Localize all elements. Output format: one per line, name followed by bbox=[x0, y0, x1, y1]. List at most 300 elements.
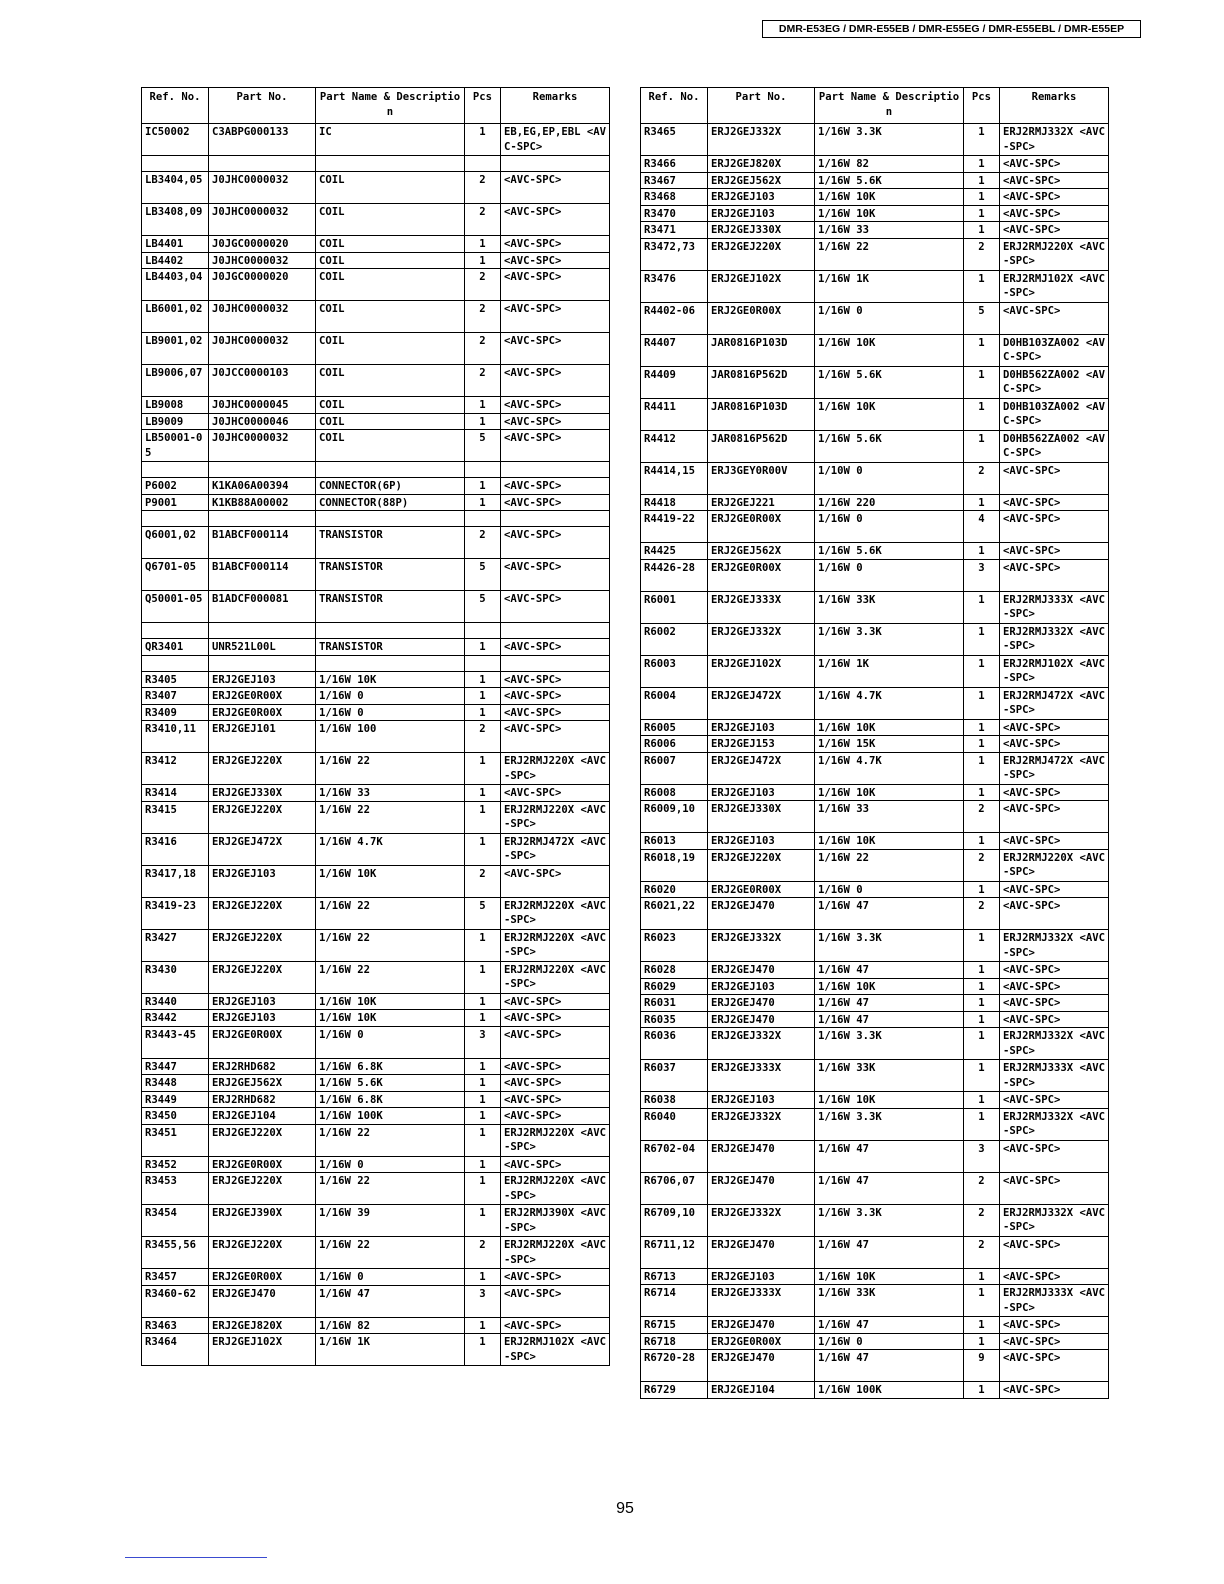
cell-ref: R6709,10 bbox=[641, 1204, 708, 1236]
cell-part-no: ERJ2GEJ220X bbox=[708, 849, 815, 881]
cell-remarks: <AVC-SPC> bbox=[1000, 719, 1109, 736]
cell-name: 1/16W 22 bbox=[316, 801, 465, 833]
cell-remarks: <AVC-SPC> bbox=[501, 252, 610, 269]
cell-remarks: <AVC-SPC> bbox=[501, 671, 610, 688]
cell-ref: R4425 bbox=[641, 543, 708, 560]
cell-part-no: ERJ2GE0R00X bbox=[708, 1333, 815, 1350]
cell-pcs: 1 bbox=[465, 1334, 501, 1366]
cell-part-no: ERJ2GEJ820X bbox=[708, 156, 815, 173]
cell-part-no bbox=[209, 511, 316, 527]
cell-remarks: <AVC-SPC> bbox=[501, 478, 610, 495]
cell-ref: R3447 bbox=[142, 1058, 209, 1075]
cell-part-no: ERJ2GE0R00X bbox=[708, 881, 815, 898]
cell-pcs: 2 bbox=[465, 365, 501, 397]
table-row bbox=[641, 995, 1109, 1012]
cell-pcs: 2 bbox=[964, 898, 1000, 930]
cell-ref: R3407 bbox=[142, 688, 209, 705]
cell-remarks: <AVC-SPC> bbox=[1000, 801, 1109, 833]
cell-pcs: 1 bbox=[465, 1173, 501, 1205]
cell-remarks: ERJ2RMJ332X <AVC-SPC> bbox=[1000, 1204, 1109, 1236]
table-row bbox=[142, 961, 610, 993]
cell-name: IC bbox=[316, 124, 465, 156]
table-row bbox=[641, 655, 1109, 687]
cell-pcs: 1 bbox=[964, 962, 1000, 979]
table-row bbox=[142, 559, 610, 591]
cell-ref: R6007 bbox=[641, 752, 708, 784]
cell-remarks: ERJ2RMJ220X <AVC-SPC> bbox=[501, 897, 610, 929]
cell-pcs bbox=[465, 156, 501, 172]
table-row bbox=[641, 881, 1109, 898]
cell-remarks: <AVC-SPC> bbox=[501, 639, 610, 656]
cell-remarks: ERJ2RMJ332X <AVC-SPC> bbox=[1000, 1028, 1109, 1060]
cell-ref: LB6001,02 bbox=[142, 301, 209, 333]
cell-part-no: ERJ2GEJ562X bbox=[209, 1075, 316, 1092]
cell-pcs: 1 bbox=[465, 494, 501, 511]
cell-name: 1/16W 6.8K bbox=[316, 1091, 465, 1108]
cell-pcs: 2 bbox=[964, 801, 1000, 833]
cell-remarks: <AVC-SPC> bbox=[1000, 784, 1109, 801]
cell-pcs: 1 bbox=[465, 704, 501, 721]
cell-pcs: 1 bbox=[964, 1028, 1000, 1060]
table-row bbox=[641, 222, 1109, 239]
cell-ref: R4418 bbox=[641, 494, 708, 511]
table-row bbox=[142, 156, 610, 172]
cell-pcs: 1 bbox=[465, 801, 501, 833]
cell-part-no: ERJ2GEJ332X bbox=[708, 623, 815, 655]
cell-pcs bbox=[465, 655, 501, 671]
cell-ref: R3464 bbox=[142, 1334, 209, 1366]
cell-remarks: ERJ2RMJ332X <AVC-SPC> bbox=[1000, 1108, 1109, 1140]
cell-name bbox=[316, 156, 465, 172]
cell-remarks: <AVC-SPC> bbox=[1000, 995, 1109, 1012]
cell-name: 1/16W 22 bbox=[815, 238, 964, 270]
cell-part-no: ERJ2GEJ153 bbox=[708, 736, 815, 753]
cell-name bbox=[316, 511, 465, 527]
table-row bbox=[641, 172, 1109, 189]
cell-pcs: 1 bbox=[465, 413, 501, 430]
cell-ref: R3455,56 bbox=[142, 1237, 209, 1269]
cell-name: 1/16W 4.7K bbox=[815, 687, 964, 719]
cell-part-no: UNR521L00L bbox=[209, 639, 316, 656]
cell-remarks: ERJ2RMJ333X <AVC-SPC> bbox=[1000, 1060, 1109, 1092]
table-row bbox=[142, 1108, 610, 1125]
cell-part-no: ERJ2GEJ470 bbox=[708, 898, 815, 930]
cell-pcs: 1 bbox=[964, 205, 1000, 222]
cell-name: 1/16W 10K bbox=[815, 205, 964, 222]
cell-name: 1/16W 3.3K bbox=[815, 124, 964, 156]
cell-remarks: <AVC-SPC> bbox=[1000, 172, 1109, 189]
cell-ref: R6020 bbox=[641, 881, 708, 898]
cell-pcs: 1 bbox=[964, 1060, 1000, 1092]
cell-part-no: ERJ2RHD682 bbox=[209, 1058, 316, 1075]
cell-pcs: 1 bbox=[964, 784, 1000, 801]
cell-ref: R3417,18 bbox=[142, 865, 209, 897]
cell-pcs: 1 bbox=[964, 1092, 1000, 1109]
cell-ref: LB9006,07 bbox=[142, 365, 209, 397]
table-row bbox=[641, 849, 1109, 881]
cell-name: 1/16W 10K bbox=[316, 671, 465, 688]
cell-ref: R3471 bbox=[641, 222, 708, 239]
cell-name: 1/16W 82 bbox=[815, 156, 964, 173]
cell-part-no: ERJ2GEJ562X bbox=[708, 172, 815, 189]
cell-part-no: ERJ2GEJ103 bbox=[708, 719, 815, 736]
cell-remarks: <AVC-SPC> bbox=[1000, 898, 1109, 930]
cell-pcs: 1 bbox=[964, 1108, 1000, 1140]
cell-part-no: ERJ2GEJ220X bbox=[708, 238, 815, 270]
cell-ref: R3466 bbox=[641, 156, 708, 173]
cell-ref: R6715 bbox=[641, 1317, 708, 1334]
cell-name: 1/16W 22 bbox=[316, 897, 465, 929]
cell-name: 1/16W 5.6K bbox=[815, 430, 964, 462]
page-number: 95 bbox=[616, 1500, 634, 1517]
col-header-pcs: Pcs bbox=[964, 88, 1000, 124]
cell-remarks: ERJ2RMJ220X <AVC-SPC> bbox=[501, 1124, 610, 1156]
cell-ref: R3442 bbox=[142, 1010, 209, 1027]
cell-part-no: ERJ2GEJ332X bbox=[708, 124, 815, 156]
cell-part-no: ERJ3GEY0R00V bbox=[708, 462, 815, 494]
cell-name: 1/16W 1K bbox=[815, 270, 964, 302]
cell-pcs: 1 bbox=[964, 1317, 1000, 1334]
cell-pcs: 1 bbox=[964, 398, 1000, 430]
cell-ref: R6004 bbox=[641, 687, 708, 719]
cell-name: 1/16W 22 bbox=[316, 1237, 465, 1269]
cell-pcs: 1 bbox=[465, 785, 501, 802]
cell-part-no: JAR0816P103D bbox=[708, 334, 815, 366]
cell-name: 1/16W 47 bbox=[316, 1285, 465, 1317]
table-row bbox=[641, 156, 1109, 173]
cell-pcs: 5 bbox=[465, 897, 501, 929]
cell-pcs: 2 bbox=[465, 204, 501, 236]
cell-remarks: <AVC-SPC> bbox=[1000, 1236, 1109, 1268]
cell-part-no: JAR0816P562D bbox=[708, 366, 815, 398]
cell-remarks: <AVC-SPC> bbox=[501, 1010, 610, 1027]
cell-remarks: <AVC-SPC> bbox=[501, 1317, 610, 1334]
cell-name: 1/16W 39 bbox=[316, 1205, 465, 1237]
table-row bbox=[142, 785, 610, 802]
cell-part-no: ERJ2GEJ220X bbox=[209, 753, 316, 785]
cell-pcs: 1 bbox=[465, 1058, 501, 1075]
table-row bbox=[641, 1204, 1109, 1236]
cell-name: 1/16W 47 bbox=[815, 898, 964, 930]
table-row bbox=[142, 591, 610, 623]
cell-ref: R3470 bbox=[641, 205, 708, 222]
cell-part-no: ERJ2GEJ102X bbox=[708, 655, 815, 687]
cell-part-no: B1ABCF000114 bbox=[209, 559, 316, 591]
table-row bbox=[641, 1028, 1109, 1060]
cell-ref: LB3408,09 bbox=[142, 204, 209, 236]
cell-remarks: <AVC-SPC> bbox=[1000, 511, 1109, 543]
table-row bbox=[641, 559, 1109, 591]
table-row bbox=[641, 462, 1109, 494]
cell-remarks: ERJ2RMJ102X <AVC-SPC> bbox=[1000, 270, 1109, 302]
cell-name: 1/16W 47 bbox=[815, 1140, 964, 1172]
cell-pcs: 2 bbox=[964, 849, 1000, 881]
cell-ref: R6029 bbox=[641, 978, 708, 995]
cell-pcs: 1 bbox=[465, 753, 501, 785]
cell-pcs: 1 bbox=[465, 993, 501, 1010]
cell-ref: R6711,12 bbox=[641, 1236, 708, 1268]
cell-part-no: ERJ2GEJ221 bbox=[708, 494, 815, 511]
cell-pcs: 1 bbox=[964, 172, 1000, 189]
cell-part-no: ERJ2GE0R00X bbox=[708, 302, 815, 334]
cell-part-no: J0JGC0000020 bbox=[209, 236, 316, 253]
cell-part-no: ERJ2GEJ220X bbox=[209, 801, 316, 833]
cell-name: 1/16W 47 bbox=[815, 995, 964, 1012]
cell-ref: R6037 bbox=[641, 1060, 708, 1092]
cell-pcs: 2 bbox=[465, 721, 501, 753]
cell-remarks: <AVC-SPC> bbox=[501, 721, 610, 753]
cell-ref: LB9009 bbox=[142, 413, 209, 430]
table-row bbox=[641, 930, 1109, 962]
cell-pcs: 1 bbox=[465, 833, 501, 865]
table-row bbox=[142, 365, 610, 397]
cell-part-no: ERJ2GEJ330X bbox=[708, 801, 815, 833]
cell-ref: R3451 bbox=[142, 1124, 209, 1156]
cell-ref: R3450 bbox=[142, 1108, 209, 1125]
cell-name: 1/16W 6.8K bbox=[316, 1058, 465, 1075]
cell-remarks: ERJ2RMJ333X <AVC-SPC> bbox=[1000, 1285, 1109, 1317]
cell-remarks: EB,EG,EP,EBL <AVC-SPC> bbox=[501, 124, 610, 156]
table-row bbox=[142, 269, 610, 301]
cell-part-no: J0JHC0000046 bbox=[209, 413, 316, 430]
cell-ref: R3472,73 bbox=[641, 238, 708, 270]
cell-part-no: B1ABCF000114 bbox=[209, 527, 316, 559]
cell-pcs: 1 bbox=[465, 124, 501, 156]
cell-part-no: ERJ2GEJ470 bbox=[708, 1140, 815, 1172]
table-row bbox=[142, 301, 610, 333]
cell-pcs: 2 bbox=[465, 333, 501, 365]
cell-ref: Q50001-05 bbox=[142, 591, 209, 623]
table-row bbox=[641, 189, 1109, 206]
cell-name: 1/16W 10K bbox=[815, 334, 964, 366]
cell-remarks: D0HB103ZA002 <AVC-SPC> bbox=[1000, 398, 1109, 430]
cell-ref: LB50001-05 bbox=[142, 430, 209, 462]
cell-part-no: ERJ2GE0R00X bbox=[209, 1156, 316, 1173]
table-row bbox=[142, 1091, 610, 1108]
table-row bbox=[641, 978, 1109, 995]
cell-pcs: 3 bbox=[964, 1140, 1000, 1172]
table-row bbox=[641, 302, 1109, 334]
cell-name: 1/16W 10K bbox=[316, 1010, 465, 1027]
cell-pcs: 1 bbox=[964, 687, 1000, 719]
cell-remarks: <AVC-SPC> bbox=[501, 527, 610, 559]
cell-remarks: <AVC-SPC> bbox=[501, 1269, 610, 1286]
cell-part-no: K1KB88A00002 bbox=[209, 494, 316, 511]
cell-pcs: 1 bbox=[964, 156, 1000, 173]
cell-remarks: <AVC-SPC> bbox=[501, 494, 610, 511]
cell-remarks: <AVC-SPC> bbox=[501, 1285, 610, 1317]
table-row bbox=[142, 1124, 610, 1156]
cell-part-no: C3ABPG000133 bbox=[209, 124, 316, 156]
cell-remarks: ERJ2RMJ220X <AVC-SPC> bbox=[501, 961, 610, 993]
cell-pcs: 1 bbox=[964, 494, 1000, 511]
table-row bbox=[142, 1205, 610, 1237]
table-row bbox=[142, 801, 610, 833]
cell-pcs: 3 bbox=[964, 559, 1000, 591]
cell-ref bbox=[142, 655, 209, 671]
table-row bbox=[641, 238, 1109, 270]
table-row bbox=[142, 1058, 610, 1075]
cell-pcs: 1 bbox=[465, 1205, 501, 1237]
cell-remarks: D0HB562ZA002 <AVC-SPC> bbox=[1000, 430, 1109, 462]
col-header-part-no: Part No. bbox=[708, 88, 815, 124]
table-row bbox=[142, 623, 610, 639]
cell-ref: R3448 bbox=[142, 1075, 209, 1092]
table-row bbox=[142, 993, 610, 1010]
cell-ref: R3449 bbox=[142, 1091, 209, 1108]
cell-pcs: 2 bbox=[964, 1172, 1000, 1204]
cell-name: TRANSISTOR bbox=[316, 559, 465, 591]
table-row bbox=[641, 1140, 1109, 1172]
cell-ref: R3460-62 bbox=[142, 1285, 209, 1317]
cell-pcs: 3 bbox=[465, 1026, 501, 1058]
cell-pcs bbox=[465, 462, 501, 478]
table-row bbox=[142, 1026, 610, 1058]
cell-name: 1/16W 47 bbox=[815, 1172, 964, 1204]
cell-part-no: ERJ2GEJ470 bbox=[708, 962, 815, 979]
cell-name: 1/16W 10K bbox=[815, 978, 964, 995]
cell-remarks: <AVC-SPC> bbox=[1000, 462, 1109, 494]
cell-name: 1/16W 47 bbox=[815, 962, 964, 979]
cell-ref bbox=[142, 511, 209, 527]
cell-remarks: ERJ2RMJ220X <AVC-SPC> bbox=[501, 929, 610, 961]
cell-pcs: 1 bbox=[964, 366, 1000, 398]
cell-remarks: <AVC-SPC> bbox=[1000, 543, 1109, 560]
cell-name: 1/16W 0 bbox=[316, 1156, 465, 1173]
cell-name: 1/16W 3.3K bbox=[815, 1204, 964, 1236]
cell-part-no: B1ADCF000081 bbox=[209, 591, 316, 623]
cell-name bbox=[316, 655, 465, 671]
cell-ref: R6714 bbox=[641, 1285, 708, 1317]
col-header-name: Part Name & Description bbox=[815, 88, 964, 124]
cell-ref: R6706,07 bbox=[641, 1172, 708, 1204]
cell-pcs: 1 bbox=[964, 334, 1000, 366]
cell-name: 1/16W 22 bbox=[815, 849, 964, 881]
cell-part-no: J0JHC0000032 bbox=[209, 333, 316, 365]
cell-remarks: <AVC-SPC> bbox=[501, 1026, 610, 1058]
cell-pcs: 5 bbox=[964, 302, 1000, 334]
cell-pcs: 1 bbox=[964, 124, 1000, 156]
cell-remarks: <AVC-SPC> bbox=[1000, 962, 1109, 979]
cell-part-no: ERJ2GEJ472X bbox=[708, 687, 815, 719]
cell-name: 1/16W 0 bbox=[815, 302, 964, 334]
cell-name: 1/16W 33 bbox=[316, 785, 465, 802]
cell-remarks: <AVC-SPC> bbox=[501, 413, 610, 430]
cell-ref: R3419-23 bbox=[142, 897, 209, 929]
cell-name: 1/16W 0 bbox=[316, 688, 465, 705]
cell-remarks: <AVC-SPC> bbox=[1000, 205, 1109, 222]
cell-part-no: ERJ2GEJ220X bbox=[209, 929, 316, 961]
cell-part-no: ERJ2GE0R00X bbox=[209, 704, 316, 721]
cell-remarks: ERJ2RMJ333X <AVC-SPC> bbox=[1000, 591, 1109, 623]
table-row bbox=[142, 462, 610, 478]
cell-part-no: ERJ2GEJ333X bbox=[708, 591, 815, 623]
cell-part-no: JAR0816P103D bbox=[708, 398, 815, 430]
cell-name: 1/16W 4.7K bbox=[815, 752, 964, 784]
table-row bbox=[142, 721, 610, 753]
cell-part-no: ERJ2GEJ103 bbox=[708, 978, 815, 995]
cell-pcs: 1 bbox=[964, 1382, 1000, 1399]
cell-remarks: <AVC-SPC> bbox=[1000, 1140, 1109, 1172]
cell-name: 1/16W 3.3K bbox=[815, 623, 964, 655]
cell-remarks: <AVC-SPC> bbox=[501, 301, 610, 333]
cell-remarks: <AVC-SPC> bbox=[1000, 881, 1109, 898]
cell-ref: R6006 bbox=[641, 736, 708, 753]
cell-ref: R6021,22 bbox=[641, 898, 708, 930]
cell-name: 1/16W 22 bbox=[316, 929, 465, 961]
cell-name: 1/16W 33K bbox=[815, 591, 964, 623]
cell-name: CONNECTOR(6P) bbox=[316, 478, 465, 495]
cell-remarks: <AVC-SPC> bbox=[501, 333, 610, 365]
cell-part-no: ERJ2RHD682 bbox=[209, 1091, 316, 1108]
cell-pcs: 5 bbox=[465, 430, 501, 462]
cell-remarks: ERJ2RMJ332X <AVC-SPC> bbox=[1000, 930, 1109, 962]
table-row bbox=[641, 1172, 1109, 1204]
cell-name: 1/16W 3.3K bbox=[815, 930, 964, 962]
cell-remarks: ERJ2RMJ472X <AVC-SPC> bbox=[501, 833, 610, 865]
cell-part-no: ERJ2GEJ220X bbox=[209, 897, 316, 929]
cell-part-no: ERJ2GEJ330X bbox=[209, 785, 316, 802]
cell-ref: P6002 bbox=[142, 478, 209, 495]
table-row bbox=[142, 430, 610, 462]
cell-pcs: 1 bbox=[465, 252, 501, 269]
table-row bbox=[641, 1285, 1109, 1317]
cell-name: 1/16W 22 bbox=[316, 1173, 465, 1205]
cell-pcs: 1 bbox=[964, 881, 1000, 898]
table-row bbox=[641, 784, 1109, 801]
col-header-remarks: Remarks bbox=[501, 88, 610, 124]
cell-ref: P9001 bbox=[142, 494, 209, 511]
cell-pcs: 1 bbox=[465, 478, 501, 495]
cell-part-no: ERJ2GEJ103 bbox=[708, 833, 815, 850]
cell-remarks bbox=[501, 156, 610, 172]
cell-part-no: ERJ2GEJ103 bbox=[708, 189, 815, 206]
cell-pcs: 1 bbox=[964, 1333, 1000, 1350]
table-row bbox=[142, 1269, 610, 1286]
cell-pcs: 2 bbox=[964, 1236, 1000, 1268]
cell-name: 1/16W 33K bbox=[815, 1285, 964, 1317]
table-row bbox=[142, 397, 610, 414]
cell-part-no: ERJ2GEJ220X bbox=[209, 1237, 316, 1269]
cell-pcs: 1 bbox=[465, 929, 501, 961]
cell-ref: R3414 bbox=[142, 785, 209, 802]
cell-ref: R6008 bbox=[641, 784, 708, 801]
cell-ref: QR3401 bbox=[142, 639, 209, 656]
cell-remarks: ERJ2RMJ332X <AVC-SPC> bbox=[1000, 623, 1109, 655]
cell-pcs: 1 bbox=[964, 543, 1000, 560]
cell-pcs: 1 bbox=[465, 671, 501, 688]
cell-pcs: 1 bbox=[465, 1124, 501, 1156]
cell-part-no: ERJ2GEJ103 bbox=[209, 671, 316, 688]
cell-part-no: ERJ2GEJ332X bbox=[708, 930, 815, 962]
cell-name: CONNECTOR(88P) bbox=[316, 494, 465, 511]
cell-ref: LB4402 bbox=[142, 252, 209, 269]
table-row bbox=[142, 1173, 610, 1205]
cell-pcs: 2 bbox=[465, 301, 501, 333]
table-row bbox=[641, 591, 1109, 623]
cell-name: COIL bbox=[316, 333, 465, 365]
cell-remarks: ERJ2RMJ220X <AVC-SPC> bbox=[501, 801, 610, 833]
cell-pcs: 1 bbox=[465, 236, 501, 253]
table-row bbox=[641, 334, 1109, 366]
footer-link-underline[interactable] bbox=[125, 1557, 267, 1558]
cell-part-no: ERJ2GEJ103 bbox=[708, 205, 815, 222]
cell-part-no: ERJ2GEJ220X bbox=[209, 1173, 316, 1205]
cell-ref: R3410,11 bbox=[142, 721, 209, 753]
cell-name: 1/16W 5.6K bbox=[815, 366, 964, 398]
cell-part-no: ERJ2GEJ332X bbox=[708, 1028, 815, 1060]
cell-remarks: <AVC-SPC> bbox=[501, 397, 610, 414]
